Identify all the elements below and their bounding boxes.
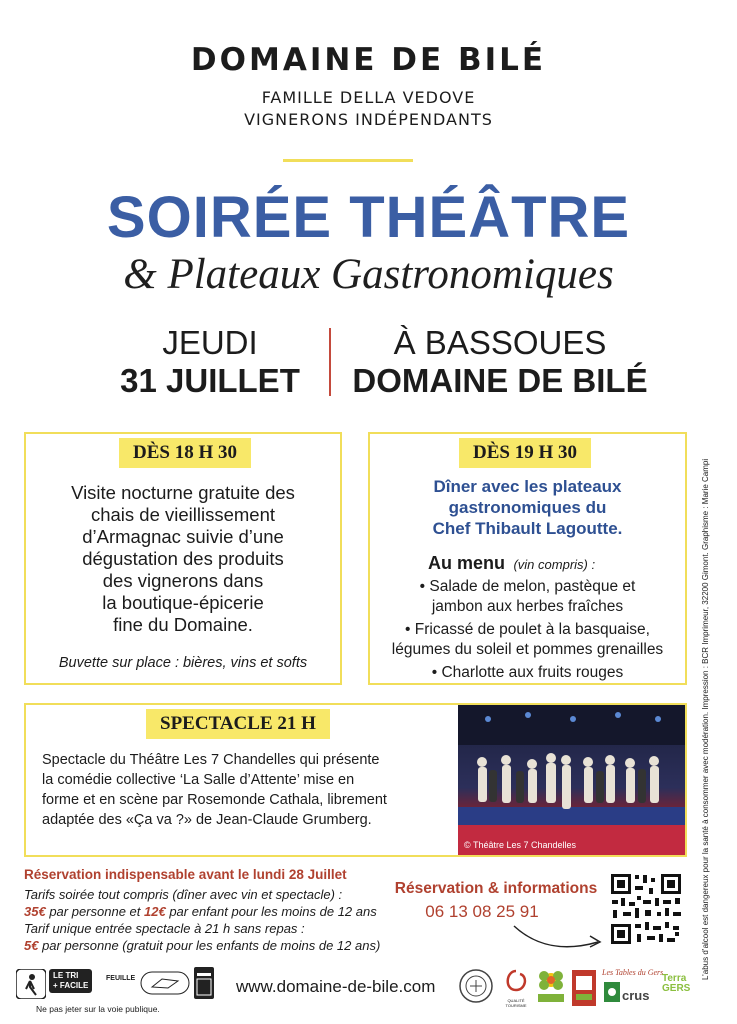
menu-note: (vin compris) : bbox=[513, 557, 596, 572]
tarif2-label: Tarif unique entrée spectacle à 21 h sans repas : bbox=[24, 921, 305, 936]
recycle-person-icon bbox=[16, 969, 46, 999]
qualite-tourisme-logo bbox=[500, 968, 532, 1008]
info-title: Réservation & informations bbox=[394, 880, 598, 897]
menu-item: • Fricassé de poulet à la basquaise, bbox=[405, 621, 650, 638]
visit-line: d’Armagnac suivie d’une bbox=[82, 526, 284, 547]
tarif1-text-child: par enfant pour les moins de 12 ans bbox=[165, 904, 377, 919]
tri-label-line1: LE TRI bbox=[53, 971, 79, 980]
visit-line: fine du Domaine. bbox=[113, 614, 253, 635]
date-block bbox=[60, 324, 360, 400]
tagline: VIGNERONS INDÉPENDANTS bbox=[244, 110, 493, 129]
bin-icon bbox=[192, 967, 216, 999]
website-link[interactable]: www.domaine-de-bile.com bbox=[236, 977, 436, 996]
divider-rule bbox=[283, 159, 413, 162]
place-block bbox=[345, 324, 655, 400]
tarif1-price-child: 12€ bbox=[144, 904, 166, 919]
dinner-time-badge: DÈS 19 H 30 bbox=[459, 438, 591, 468]
tri-label bbox=[49, 969, 92, 993]
tarif2-text: par personne (gratuit pour les enfants de moins de 12 ans) bbox=[38, 938, 381, 953]
flower-logo-icon bbox=[534, 966, 568, 1006]
feuille-label: FEUILLE bbox=[106, 975, 136, 982]
spectacle-line: la comédie collective ‘La Salle d’Attente’ mise en bbox=[42, 772, 355, 788]
tarif1-line bbox=[24, 903, 380, 920]
family-line: FAMILLE DELLA VEDOVE bbox=[261, 88, 476, 107]
dinner-line: Dîner avec les plateaux bbox=[433, 477, 622, 496]
qr-code-icon[interactable] bbox=[609, 872, 683, 946]
tri-label-line2: + FACILE bbox=[53, 981, 89, 990]
menu-item: jambon aux herbes fraîches bbox=[431, 598, 624, 615]
tables-du-gers-logo: Les Tables du Gers bbox=[602, 968, 664, 977]
event-date: 31 JUILLET bbox=[120, 362, 300, 399]
event-day: JEUDI bbox=[162, 324, 258, 361]
event-town: À BASSOUES bbox=[393, 324, 607, 361]
theater-photo bbox=[458, 705, 685, 855]
spectacle-line: forme et en scène par Rosemonde Cathala, librement bbox=[42, 792, 387, 808]
visit-line: la boutique-épicerie bbox=[102, 592, 264, 613]
dinner-line: gastronomiques du bbox=[448, 498, 607, 517]
tarif1-text-adult: par personne et bbox=[45, 904, 144, 919]
dinner-line: Chef Thibault Lagoutte. bbox=[432, 519, 623, 538]
menu-label: Au menu bbox=[428, 553, 506, 573]
menu-list bbox=[370, 577, 685, 683]
spectacle-description bbox=[42, 750, 387, 830]
tarif2-price: 5€ bbox=[24, 938, 39, 953]
tarif1-price-adult: 35€ bbox=[24, 904, 46, 919]
photo-credit: © Théâtre Les 7 Chandelles bbox=[464, 840, 577, 850]
bar-note: Buvette sur place : bières, vins et softs bbox=[58, 655, 308, 671]
visit-line: des vignerons dans bbox=[102, 570, 264, 591]
qualite-tourisme-text: QUALITÉ TOURISME bbox=[505, 998, 527, 1008]
domain-title: DOMAINE DE BILÉ bbox=[190, 42, 547, 78]
menu-item: • Charlotte aux fruits rouges bbox=[431, 664, 624, 681]
spectacle-line: adaptée des «Ça va ?» de Jean-Claude Grumberg. bbox=[42, 812, 372, 828]
qualite-tourisme-icon bbox=[500, 968, 532, 994]
legal-side-note: L’abus d’alcool est dangereux pour la santé à consommer avec modération. Impression : BCR Imprimeur, 32200 Gimont. Graphisme : Marie Campi bbox=[701, 458, 710, 980]
reservation-deadline: Réservation indispensable avant le lundi 28 Juillet bbox=[24, 867, 347, 882]
date-divider bbox=[329, 328, 331, 396]
paper-sheet-icon bbox=[140, 971, 190, 995]
visit-description bbox=[26, 482, 340, 636]
tarif-block bbox=[24, 886, 380, 954]
tarif1-label: Tarifs soirée tout compris (dîner avec vin et spectacle) : bbox=[24, 887, 343, 902]
theater-photo-art bbox=[458, 705, 685, 855]
crus-logo: crus bbox=[622, 988, 650, 1003]
spectacle-time-badge: SPECTACLE 21 H bbox=[146, 709, 330, 739]
menu-item: • Salade de melon, pastèque et bbox=[419, 578, 636, 595]
dinner-intro bbox=[370, 476, 685, 539]
tri-logo bbox=[16, 967, 211, 1001]
event-title: SOIRÉE THÉÂTRE bbox=[106, 185, 631, 250]
terra-gers-logo: Terra GERS bbox=[662, 973, 691, 994]
seal-logo-icon bbox=[458, 968, 494, 1004]
tarif2-line bbox=[24, 937, 380, 954]
menu-heading bbox=[428, 553, 595, 574]
spectacle-line: Spectacle du Théâtre Les 7 Chandelles qui présente bbox=[42, 752, 380, 768]
tri-note: Ne pas jeter sur la voie publique. bbox=[36, 1004, 160, 1014]
red-badge-logo-icon bbox=[572, 970, 596, 1006]
arrow-to-qr-icon bbox=[510, 918, 610, 952]
visit-line: dégustation des produits bbox=[82, 548, 284, 569]
visit-line: Visite nocturne gratuite des bbox=[71, 482, 295, 503]
green-square-logo-icon bbox=[604, 982, 620, 1002]
phone-link[interactable]: 06 13 08 25 91 bbox=[425, 902, 539, 921]
visit-time-badge: DÈS 18 H 30 bbox=[119, 438, 251, 468]
visit-line: chais de vieillissement bbox=[90, 504, 276, 525]
event-venue: DOMAINE DE BILÉ bbox=[352, 362, 648, 399]
menu-item: légumes du soleil et pommes grenailles bbox=[391, 641, 664, 658]
event-subtitle: & Plateaux Gastronomiques bbox=[123, 251, 614, 298]
